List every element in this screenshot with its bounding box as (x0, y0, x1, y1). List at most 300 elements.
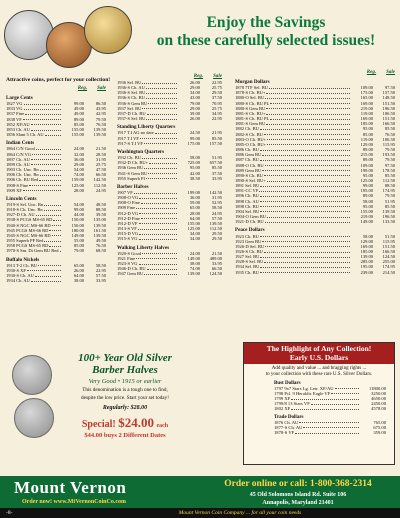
dollar-row (274, 430, 386, 435)
bottom-bar (0, 508, 400, 518)
reg-price: 54.00 (73, 167, 84, 173)
leader-dots (311, 401, 359, 405)
sale-price: 25.75 (211, 105, 222, 111)
sale-price: 76.50 (95, 243, 106, 249)
reg-price: 34.00 (189, 236, 200, 242)
leader-dots (149, 160, 177, 164)
leader-dots (136, 256, 177, 260)
coin-name: 1946-D Ch. BU (117, 266, 146, 272)
leader-dots (266, 111, 350, 115)
reg-price: 125.00 (187, 226, 200, 232)
leader-dots (24, 106, 61, 110)
highlight-intro-2: to your collection with these rare U.S. Silver Dollars. (265, 371, 373, 377)
sale-price: 24.95 (95, 187, 106, 193)
dollar-name: 1876 Ch. AU (274, 419, 299, 425)
reg-price: 109.00 (360, 162, 373, 168)
reg-price: 74.00 (73, 172, 84, 178)
reg-header: Reg. (193, 74, 204, 79)
leader-dots (39, 177, 61, 181)
sale-price: 79.50 (95, 116, 106, 122)
sale-price: 31.95 (211, 195, 222, 201)
highlight-intro-1: Add quality and value ... and bragging rights ... (271, 366, 367, 371)
dollar-price: 2450.00 (371, 401, 386, 407)
reg-price: 26.00 (189, 80, 200, 85)
reg-price: 26.00 (73, 267, 84, 273)
leader-dots (260, 264, 350, 268)
coin-name: 1852 XF/AU (6, 121, 30, 127)
coin-name: 1923 Gem BU (235, 238, 262, 244)
leader-dots (148, 171, 177, 175)
sale-price: 148.50 (382, 95, 395, 101)
price-row (117, 141, 222, 146)
coin-name: 1888-O Ch. BU (235, 162, 264, 168)
sale-price: 22.95 (211, 80, 222, 85)
coin-name: 1955 Superb Pf (117, 175, 145, 181)
coin-name: 1880-S Ch. BU PL (235, 100, 270, 106)
reg-price: 49.00 (73, 106, 84, 112)
reg-price: 95.00 (362, 126, 373, 132)
coin-name: 1897 Ch. AU (6, 156, 30, 162)
coin-name: 1904 Sel. BU (235, 208, 260, 214)
leader-dots (144, 271, 177, 275)
reg-price: 95.00 (362, 172, 373, 178)
reg-price: 38.00 (73, 278, 84, 284)
sale-price: 86.50 (95, 101, 106, 107)
sale-price: 22.95 (211, 116, 222, 122)
reg-price: 169.00 (360, 100, 373, 106)
coin-name: 1936-S Ch. AU (117, 85, 145, 91)
reg-price: 54.00 (73, 201, 84, 207)
leader-dots (134, 190, 177, 194)
reg-price: 195.00 (360, 188, 373, 194)
sale-header: Sale (213, 74, 222, 79)
coin-name: 1912-D Fine (117, 215, 140, 221)
leader-dots (262, 168, 350, 172)
sale-price: 52.95 (211, 200, 222, 206)
sale-price: 79.50 (384, 193, 395, 199)
sale-price: 124.50 (209, 271, 222, 277)
leader-dots (142, 155, 177, 159)
leader-dots (264, 259, 350, 263)
leader-dots (264, 132, 350, 136)
trade-dollars-list (274, 420, 386, 436)
reg-price: 725.00 (187, 160, 200, 166)
reg-price: 285.00 (360, 259, 373, 265)
reg-price: 36.00 (73, 156, 84, 162)
leader-dots (146, 85, 177, 89)
price-column-1 (6, 86, 106, 283)
address-line-2: Annapolis, Maryland 21401 (262, 500, 334, 506)
reg-price: 99.00 (73, 101, 84, 107)
coin-name: 1903 Ch. Unc. Bn (6, 167, 39, 173)
sale-price: 57.50 (211, 215, 222, 221)
coin-name: 1885-O Ch. BU+ (235, 141, 267, 147)
leader-dots (31, 278, 61, 282)
leader-dots (260, 204, 350, 208)
coin-name: 1908-O VG (117, 195, 139, 201)
coin-name: 1913-S VF (117, 226, 137, 232)
coin-name: 1921-D Ch. BU (235, 219, 264, 225)
sale-price: 51.95 (211, 155, 222, 161)
leader-dots (24, 101, 61, 105)
reg-price: 55.00 (73, 238, 84, 244)
coin-name: 1906 Ch. BU Red (6, 177, 39, 183)
coin-name: 1932 Ch. BU (117, 155, 141, 161)
sale-price: 139.50 (209, 220, 222, 226)
coin-name: 1837 Fine (6, 111, 25, 117)
leader-dots (260, 126, 350, 130)
reg-price: 149.00 (187, 255, 200, 261)
barber-halves-promo (50, 352, 200, 439)
coin-name: 1955 Superb PF Red (6, 238, 44, 244)
sale-price: 115.95 (382, 141, 395, 147)
leader-dots (32, 152, 61, 156)
leader-dots (260, 270, 350, 274)
leader-dots (38, 263, 61, 267)
coin-name: 1912-D VF (117, 220, 138, 226)
sale-price: 43.95 (95, 106, 106, 112)
coin-name: 1891 Sel. BU (235, 183, 260, 189)
leader-dots (52, 223, 61, 227)
coin-name: 1864 C/N VG (6, 151, 32, 157)
reg-price: 58.00 (189, 155, 200, 161)
leader-dots (146, 176, 177, 180)
coin-name: 1898 Ch. BU (235, 203, 259, 209)
sale-price: 21.95 (211, 130, 222, 136)
reg-price: 119.00 (360, 136, 373, 142)
coin-photos (4, 2, 132, 74)
reg-price: 89.00 (362, 157, 373, 163)
coin-name: 1886 Gem BU (235, 152, 262, 158)
sale-price: 139.50 (93, 222, 106, 228)
section-heading: Walking Liberty Halves (117, 244, 170, 251)
leader-dots (139, 211, 177, 215)
coin-name: 1941-S Gem BU (117, 170, 148, 176)
coin-name: 1889 Gem BU (235, 167, 262, 173)
reg-price: 99.00 (73, 207, 84, 213)
leader-dots (52, 233, 61, 237)
sale-price: 58.50 (211, 205, 222, 211)
header (0, 0, 400, 80)
leader-dots (36, 212, 61, 216)
reg-price: 85.00 (362, 131, 373, 137)
coin-name: 1882-S Ch. BU (235, 131, 263, 137)
coin-name: 1940-S NGC MS-66 RD (6, 222, 51, 228)
sale-price: 139.50 (93, 132, 106, 138)
leader-dots (49, 243, 61, 247)
sale-price: 139.50 (382, 208, 395, 214)
sale-header: Sale (97, 86, 106, 91)
sale-price: 151.50 (382, 243, 395, 249)
reg-price: 129.00 (360, 141, 373, 147)
leader-dots (147, 111, 177, 115)
coin-name: 1882 Ch. BU (235, 126, 259, 132)
leader-dots (40, 172, 61, 176)
reg-price: 219.00 (360, 105, 373, 111)
reg-price: 125.00 (71, 182, 84, 188)
reg-price: 169.00 (360, 116, 373, 122)
leader-dots (265, 163, 350, 167)
reg-price: 42.00 (189, 170, 200, 176)
coin-name: 1945 PCGS MS-66 RD (6, 227, 49, 233)
sale-header: Sale (386, 70, 395, 75)
highlight-title-1: The Highlight of Any Collection! (266, 344, 372, 353)
promo-special-price: $24.00 (118, 415, 154, 430)
sale-price: 57.50 (95, 273, 106, 278)
page-number: -8- (6, 510, 13, 516)
sale-price: 25.75 (95, 161, 106, 167)
sale-price: 112.50 (382, 177, 395, 183)
sale-price: 42.95 (95, 111, 106, 117)
order-phone[interactable]: Order online or call: 1-800-368-2314 (224, 479, 372, 489)
coin-name: 1934 Sel. BU (235, 264, 260, 270)
coin-name: 1913 T-2 Ch. BU (6, 262, 38, 268)
leader-dots (45, 132, 61, 136)
reg-price: 129.00 (360, 238, 373, 244)
sale-price: 139.50 (93, 126, 106, 132)
promo-special-each: each (156, 423, 169, 429)
reg-price: 159.00 (71, 177, 84, 183)
barber-half-reverse-image (14, 398, 54, 438)
coin-name: 1881-S Gem BU (235, 121, 266, 127)
reg-price: 28.00 (189, 210, 200, 216)
coin-name: 1936-S Ch. BU (117, 95, 145, 101)
price-header (235, 70, 395, 76)
coin-name: 1917-S T.I VF (117, 140, 143, 146)
leader-dots (36, 146, 61, 150)
sale-price: 39.50 (95, 212, 106, 218)
leader-dots (260, 147, 350, 151)
sale-price: 47.50 (95, 167, 106, 173)
sale-price: 66.50 (211, 266, 222, 272)
leader-dots (139, 221, 177, 225)
reg-price: 139.00 (360, 254, 373, 260)
reg-price: 38.00 (189, 261, 200, 266)
reg-price: 29.00 (189, 105, 200, 111)
sale-price: 112.50 (209, 226, 222, 232)
leader-dots (29, 183, 61, 187)
reg-price: 36.00 (189, 195, 200, 201)
coin-name: 1887 Ch. BU (235, 157, 259, 163)
coin-name: 1898 Ch. AU (235, 198, 259, 204)
sale-price: 51.50 (384, 233, 395, 239)
reg-price: 58.00 (362, 233, 373, 239)
leader-dots (260, 183, 350, 187)
barber-half-obverse-image (12, 355, 52, 395)
leader-dots (265, 95, 350, 99)
sale-price: 124.50 (382, 254, 395, 260)
coin-name: 1906 Ch. Unc. Bn (6, 172, 39, 178)
section-heading: Peace Dollars (235, 227, 265, 234)
sale-price: 85.50 (211, 135, 222, 141)
leader-dots (146, 95, 177, 99)
sale-price: 174.95 (382, 188, 395, 194)
reg-price: 219.00 (360, 214, 373, 220)
reg-price: 180.00 (71, 227, 84, 233)
section-heading: Lincoln Cents (6, 195, 37, 202)
price-row (6, 248, 106, 253)
dollar-name: 1802 XF (274, 406, 291, 412)
reg-price: 85.00 (73, 121, 84, 127)
reg-price: 149.00 (360, 219, 373, 225)
leader-dots (291, 406, 359, 410)
sale-price: 29.50 (211, 90, 222, 96)
leader-dots (35, 273, 61, 277)
leader-dots (144, 141, 177, 145)
promo-desc-2: despite the low price. Start your set today! (81, 395, 169, 401)
reg-price: 89.00 (362, 193, 373, 199)
reg-price: 149.00 (71, 232, 84, 238)
leader-dots (267, 137, 350, 141)
sale-price: 88.50 (384, 183, 395, 189)
coin-name: 1917 T.I VF (117, 135, 139, 141)
gold-coin-image (84, 6, 132, 54)
sale-price: 142.50 (209, 189, 222, 195)
reg-price: 150.00 (71, 217, 84, 223)
leader-dots (138, 226, 177, 230)
leader-dots (265, 219, 350, 223)
price-row (117, 271, 222, 276)
reg-price: 165.00 (360, 95, 373, 101)
reg-price: 28.00 (73, 187, 84, 193)
coin-name: 1928-S Sel. BU (235, 259, 264, 265)
coin-name: 1945-S NGC MS-66 RD (6, 232, 51, 238)
price-row (6, 278, 106, 283)
coin-name: 1827 VG (6, 101, 23, 107)
website-link[interactable]: Order now! www.MtVernonCoinCo.com (22, 499, 126, 505)
sale-price: 193.50 (382, 152, 395, 158)
reg-price: 85.00 (73, 243, 84, 249)
sale-price: 79.50 (384, 147, 395, 153)
coin-name: 1937 Sel. BU (117, 105, 142, 111)
coin-name: 1921 Fine (117, 255, 136, 261)
coin-name: 1930-S Ch. AU (6, 273, 34, 278)
sale-price: 29.50 (211, 231, 222, 237)
coin-name: 1923 Ch. BU (235, 233, 259, 239)
sale-price: 70.95 (211, 100, 222, 106)
reg-price: 239.00 (360, 269, 373, 275)
coin-name: 1923-S VG (117, 261, 138, 266)
address-line-1: 45 Old Solomons Island Rd. Suite 106 (249, 492, 347, 498)
leader-dots (142, 106, 177, 110)
sale-price: 106.50 (382, 110, 395, 116)
sale-price: 112.50 (93, 182, 106, 188)
reg-price: 38.50 (189, 175, 200, 181)
sale-price: 174.95 (382, 264, 395, 270)
footer-tagline: Mount Vernon Coin Company ... for all your coin needs (178, 510, 302, 516)
leader-dots (264, 249, 350, 253)
reg-price: 24.50 (189, 130, 200, 136)
sale-price: 31.95 (95, 156, 106, 162)
dollar-price: 4578.00 (371, 406, 386, 412)
reg-price: 65.00 (73, 262, 84, 268)
reg-price: 139.00 (187, 271, 200, 277)
price-row (117, 236, 222, 241)
coin-name: 1890-S Ch. BU (235, 172, 263, 178)
section-heading: Morgan Dollars (235, 79, 270, 85)
leader-dots (60, 248, 61, 252)
reg-price: 199.00 (187, 189, 200, 195)
sale-price: 142.50 (93, 177, 106, 183)
section-heading: Standing Liberty Quarters (117, 124, 176, 131)
reg-price: 89.00 (73, 116, 84, 122)
leader-dots (142, 80, 177, 84)
leader-dots (264, 173, 350, 177)
sale-price: 85.50 (384, 203, 395, 209)
sale-price: 88.50 (95, 207, 106, 213)
reg-price: 195.00 (360, 264, 373, 270)
leader-dots (140, 136, 177, 140)
leader-dots (27, 268, 61, 272)
reg-price: 29.00 (189, 85, 200, 91)
section-heading: Barber Halves (117, 183, 149, 190)
sale-price: 139.50 (93, 232, 106, 238)
sale-price: 489.00 (209, 255, 222, 261)
reg-price: 59.00 (189, 200, 200, 206)
headline-line1: Enjoy the Savings (206, 14, 326, 31)
reg-price: 150.00 (71, 222, 84, 228)
leader-dots (31, 157, 61, 161)
coin-name: 1918-S Ch. Unc. Bn (6, 207, 43, 213)
price-row (117, 116, 222, 121)
leader-dots (259, 188, 350, 192)
leader-dots (40, 167, 61, 171)
leader-dots (260, 157, 350, 161)
promo-special-label: Special! (81, 419, 116, 430)
price-row (6, 188, 106, 193)
dollar-price: 675.00 (373, 424, 386, 430)
sale-price: 214.50 (382, 269, 395, 275)
sale-price: 34.95 (211, 110, 222, 116)
early-dollars-box (243, 342, 395, 465)
coin-name: 1883-O Ch. BU+ (235, 136, 267, 142)
leader-dots (53, 217, 61, 221)
sale-price: 85.50 (384, 172, 395, 178)
leader-dots (295, 430, 359, 434)
leader-dots (331, 391, 359, 395)
leader-dots (266, 121, 350, 125)
coin-name: 1937-S Sel. BU (117, 116, 146, 122)
highlight-title-2: Early U.S. Dollars (289, 352, 349, 362)
leader-dots (31, 122, 61, 126)
reg-price: 29.00 (73, 161, 84, 167)
coin-name: 1932-D Ch. BU+ (117, 160, 149, 166)
coin-name: 1934 Ch. AU (6, 278, 30, 284)
tagline: Attractive coins, perfect for your collection! (6, 77, 111, 83)
coin-name: 1947 Gem BU (117, 271, 144, 277)
leader-dots (269, 85, 350, 89)
sale-price: 255.00 (382, 259, 395, 265)
reg-price: 49.00 (73, 111, 84, 117)
leader-dots (267, 142, 350, 146)
sale-price: 58.50 (95, 262, 106, 268)
coin-name: 1936 Gem BU (117, 165, 144, 171)
trade-dollars-heading: Trade Dollars (274, 414, 304, 420)
dollar-price: 765.00 (373, 419, 386, 425)
coin-name: 1909 XF (6, 187, 22, 193)
leader-dots (25, 111, 61, 115)
dollar-name: 1878-S VF (274, 430, 295, 436)
reg-price: 65.00 (189, 205, 200, 211)
coin-name: 1864 C/N Good (6, 146, 35, 152)
reg-price: 155.00 (71, 132, 84, 138)
sale-price: 76.50 (95, 121, 106, 127)
reg-price: 175.00 (187, 140, 200, 146)
leader-dots (260, 254, 350, 258)
reg-price: 32.00 (73, 151, 84, 157)
coin-name: 1917 T.I AG no date (117, 130, 154, 136)
coin-name: 1935 Ch. BU (235, 269, 259, 275)
